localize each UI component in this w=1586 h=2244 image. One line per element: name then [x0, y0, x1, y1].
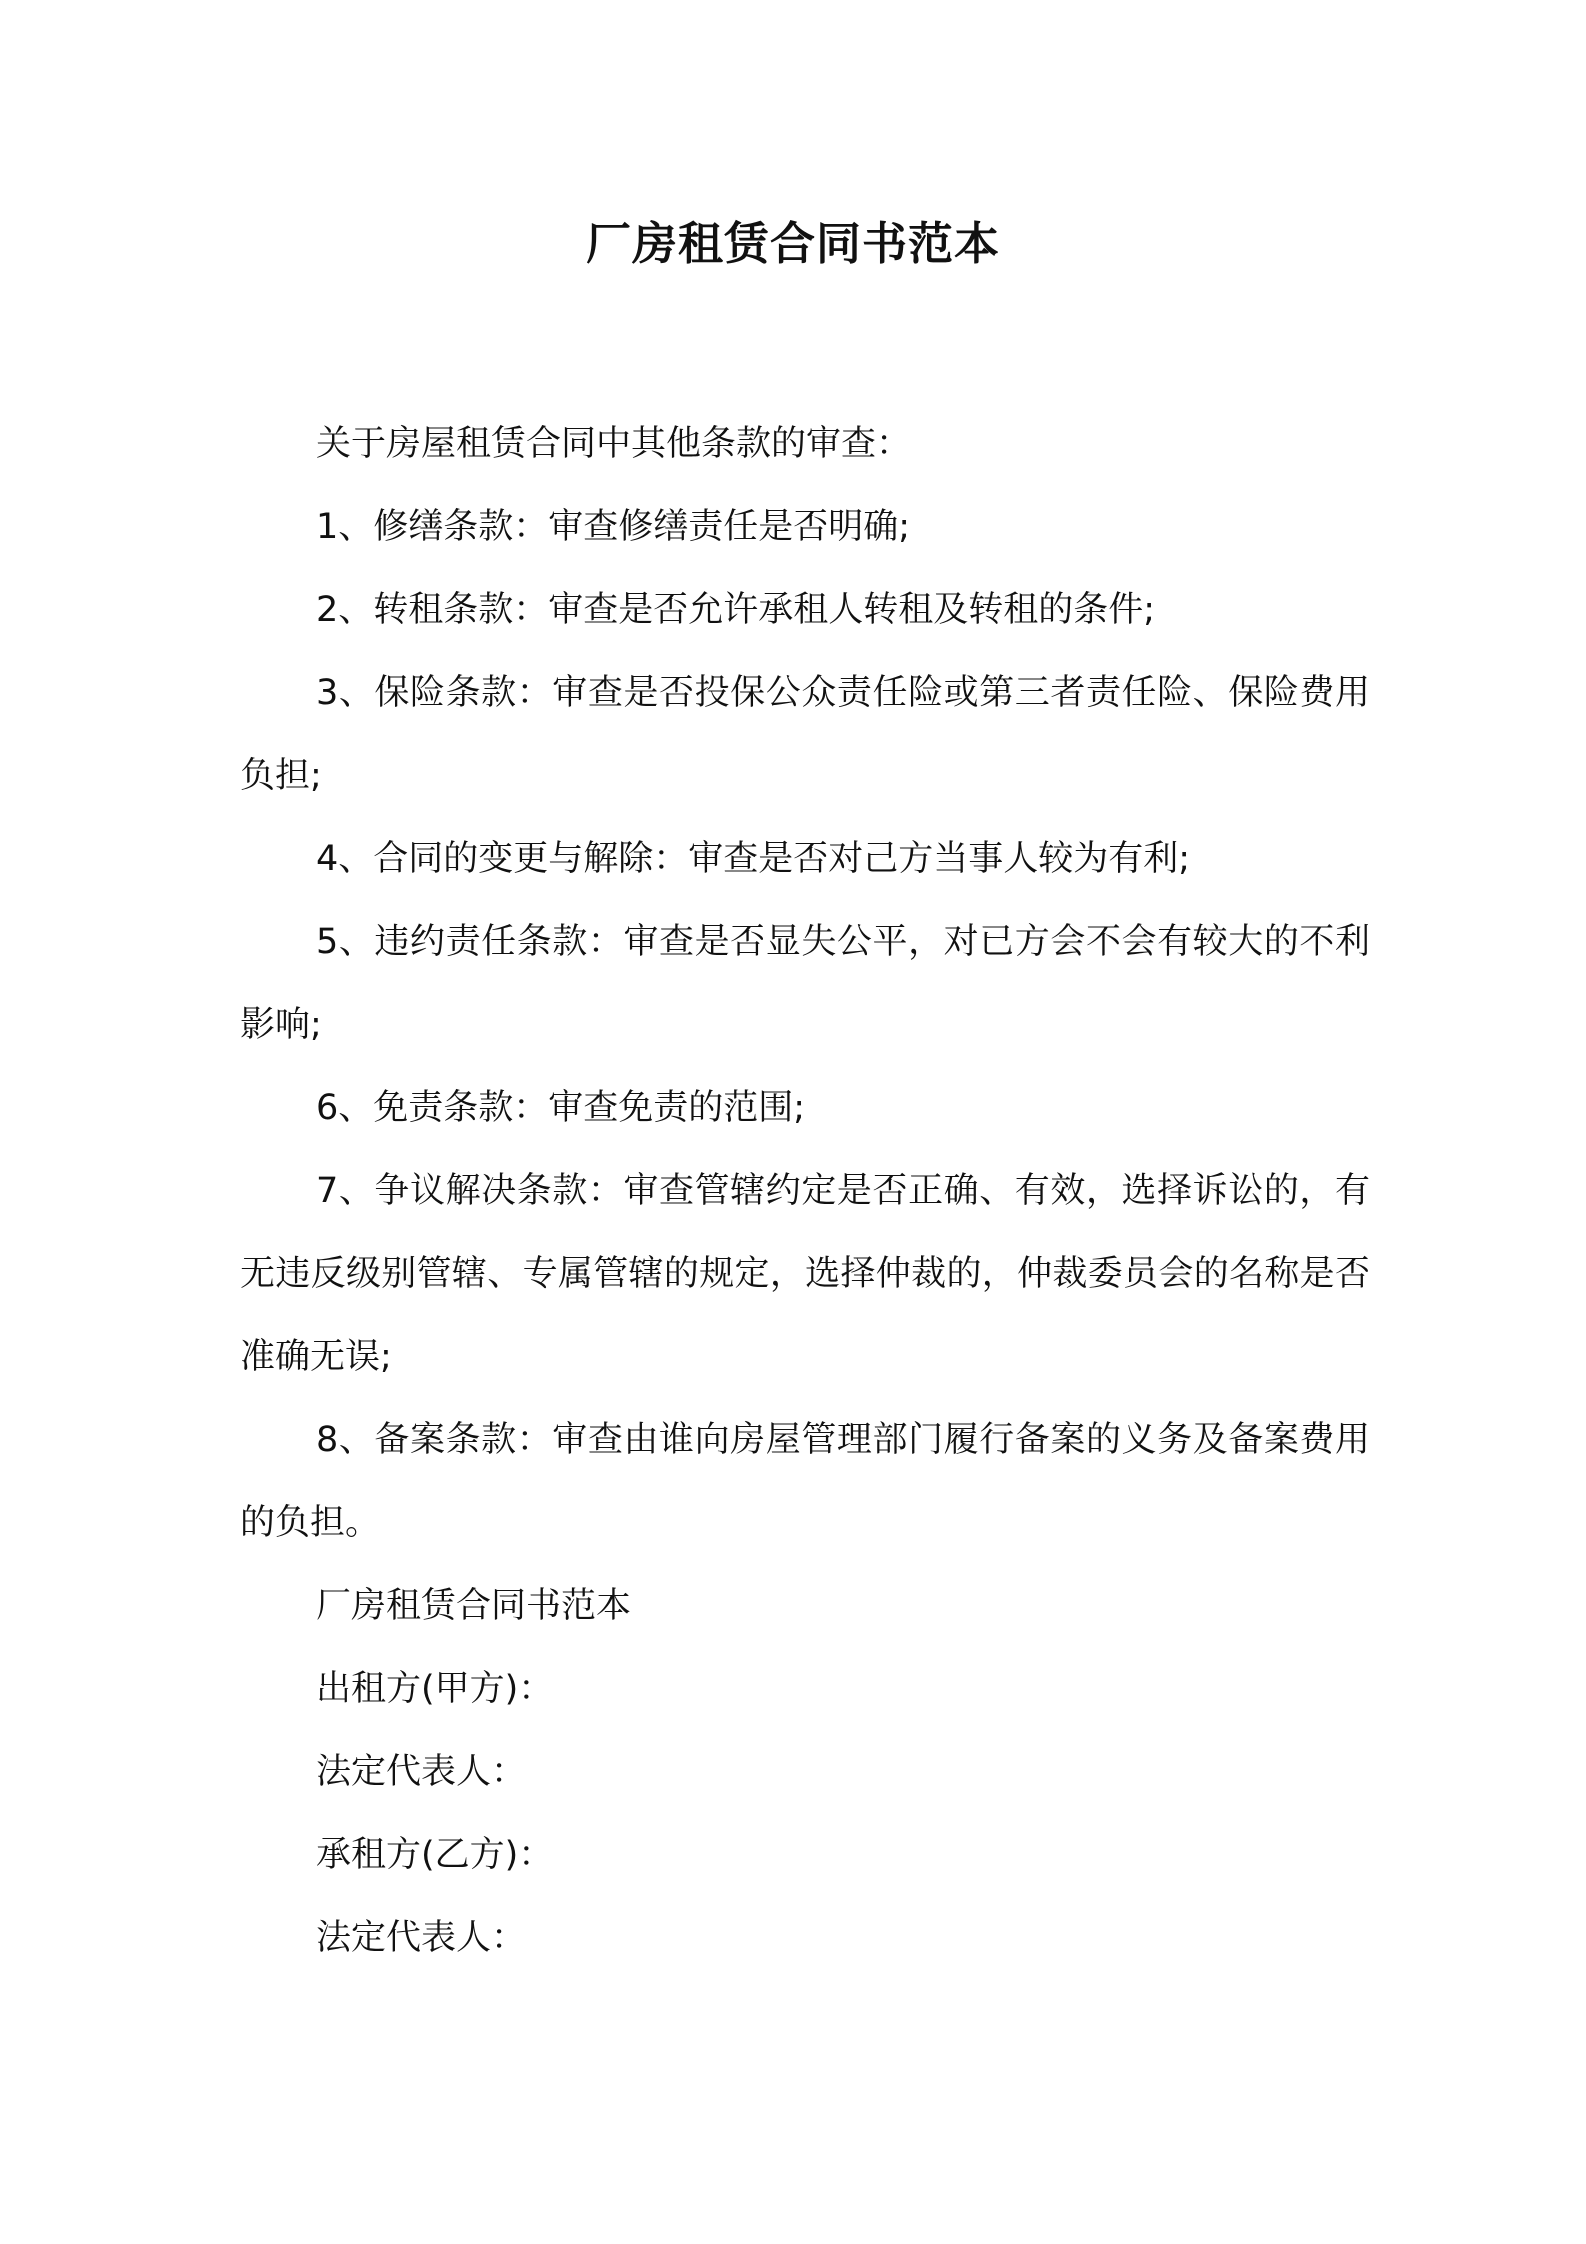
lessor-line: 出租方(甲方)： [316, 1669, 554, 1709]
lessee-representative-line: 法定代表人： [316, 1918, 527, 1958]
document-body [240, 403, 1370, 1980]
lessee-line: 承租方(乙方)： [316, 1835, 554, 1875]
intro-paragraph: 关于房屋租赁合同中其他条款的审查： [316, 424, 912, 464]
document-title: 厂房租赁合同书范本 [585, 217, 1000, 270]
clause-modification: 4、合同的变更与解除：审查是否对己方当事人较为有利; [316, 839, 1191, 879]
clause-breach: 5、违约责任条款：审查是否显失公平，对已方会不会有较大的不利影响; [240, 922, 1370, 1045]
clause-repair: 1、修缮条款：审查修缮责任是否明确; [316, 507, 911, 547]
lessor-representative-line: 法定代表人： [316, 1752, 527, 1792]
clause-exemption: 6、免责条款：审查免责的范围; [316, 1088, 806, 1128]
clause-insurance: 3、保险条款：审查是否投保公众责任险或第三者责任险、保险费用负担; [240, 673, 1370, 796]
contract-heading: 厂房租赁合同书范本 [316, 1586, 632, 1626]
clause-dispute: 7、争议解决条款：审查管辖约定是否正确、有效，选择诉讼的，有无违反级别管辖、专属管辖的规定，选择仲裁的，仲裁委员会的名称是否准确无误; [240, 1171, 1370, 1377]
clause-sublease: 2、转租条款：审查是否允许承租人转租及转租的条件; [316, 590, 1156, 630]
clause-filing: 8、备案条款：审查由谁向房屋管理部门履行备案的义务及备案费用的负担。 [240, 1420, 1370, 1543]
